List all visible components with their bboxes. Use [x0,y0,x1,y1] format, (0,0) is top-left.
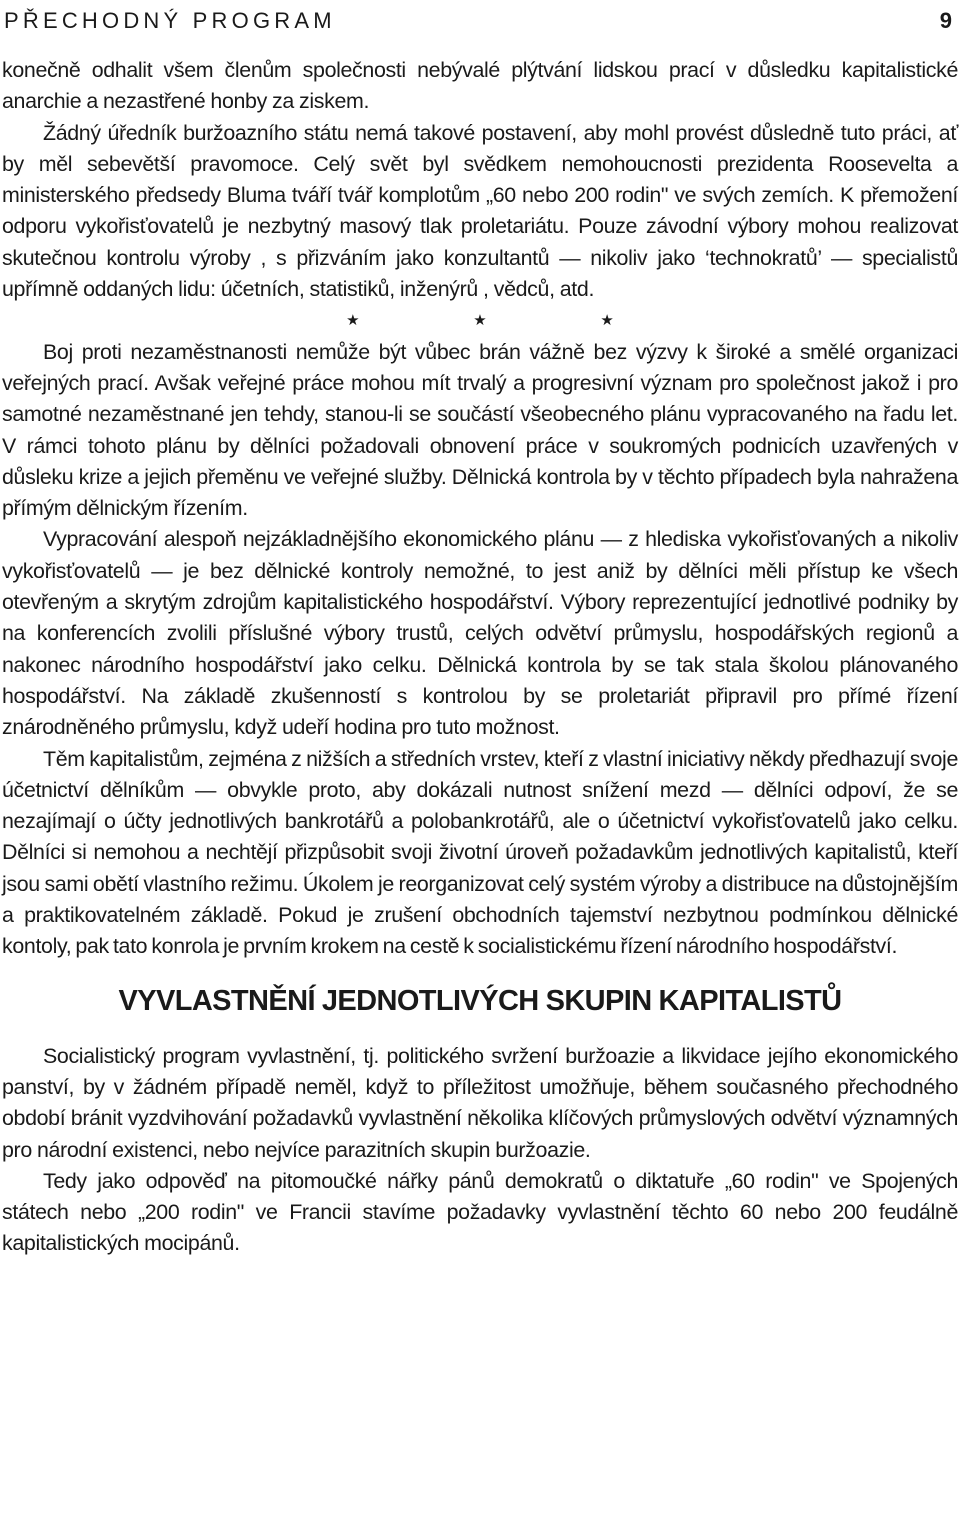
star-icon: ★ [600,312,614,330]
paragraph-1: konečně odhalit všem členům společnosti nebývalé plýtvání lidskou prací v důsledku kapitalistické anarchie a nezastřené honby za ziskem. [2,58,958,114]
paragraph-3: Boj proti nezaměstnanosti nemůže být vůbec brán vážně bez výzvy k široké a smělé organizaci veřejných prací. Avšak veřejné práce mohou mít trvalý a progresivní význam pro společnost jakož i pro samotné nezaměstnané jen tehdy, stanou-li se součástí všeobecného plánu vypracovaného na řadu let. V rámci tohoto plánu by dělníci požadovali obnovení práce v soukromých podnicích uzavřených v důsleku krize a jejich přeměnu ve veřejné služby. Dělnická kontrola by v těchto případech byla nahražena přímým dělnickým řízením. [2,339,958,521]
running-title: PŘECHODNÝ PROGRAM [4,8,336,33]
star-icon: ★ [346,312,360,330]
star-icon: ★ [473,312,487,330]
paragraph-6: Socialistický program vyvlastnění, tj. politického svržení buržoazie a likvidace jejího ekonomického panství, by v žádném případě neměl, když to příležitost umožňuje, během současného přechodného období bránit vyzdvihování požadavků vyvlastnění několika klíčových průmyslových odvětví významných pro národní existenci, nebo nejvíce parazitních skupin buržoazie. [2,1043,958,1162]
section-heading: VYVLASTNĚNÍ JEDNOTLIVÝCH SKUPIN KAPITALISTŮ [118,984,842,1017]
page-number: 9 [939,8,952,33]
paragraph-4: Vypracování alespoň nejzákladnějšího ekonomického plánu — z hlediska vykořisťovaných a nikoliv vykořisťovatelů — je bez dělnické kontroly nemožné, to jest aniž by dělníci měli přístup ke všech otevřeným a skrytým zdrojům kapitalistického hospodářství. Výbory reprezentující jednotlivé podniky by na konferencích zvolili příslušné výbory trustů, celých odvětví průmyslu, hospodářských regionů a nakonec národního hospodářství jako celku. Dělnická kontrola by se tak stala školou plánovaného hospodářství. Na základě zkušenností s kontrolou by se proletariát připravil pro přímé řízení znárodněného průmyslu, když udeří hodina pro tuto možnost. [2,527,958,740]
body-text [2,55,958,1260]
running-header [4,6,952,36]
paragraph-2: Žádný úředník buržoazního státu nemá takové postavení, aby mohl provést důsledně tuto práci, ať by měl sebevětší pravomoce. Celý svět byl svědkem nemohoucnosti prezidenta Roosevelta a ministerského předsedy Bluma tváří tvář komplotům „60 nebo 200 rodin" ve svých zemích. K přemožení odporu vykořisťovatelů je nezbytný masový tlak proletariátu. Pouze závodní výbory mohou realizovat skutečnou kontrolu výroby , s přizváním jako konzultantů — nikoliv jako ‘technokratů’ — specialistů upřímně oddaných lidu: účetních, statistiků, inženýrů , vědců, atd. [2,120,958,302]
paragraph-7: Tedy jako odpověď na pitomoučké nářky pánů demokratů o diktatuře „60 rodin" ve Spojených státech nebo „200 rodin" ve Francii stavíme požadavky vyvlastnění těchto 60 nebo 200 feudálně kapitalistických mocipánů. [2,1168,958,1256]
section-separator [2,305,958,336]
paragraph-5: Těm kapitalistům, zejména z nižších a středních vrstev, kteří z vlastní iniciativy někdy předhazují svoje účetnictví dělníkům — obvykle proto, aby dokázali nutnost snížení mezd — dělníci odpoví, že se nezajímají o účty jednotlivých bankrotářů a polobankrotářů, ale o účetnictví vykořisťovatelů jako celku. Dělníci si nemohou a nechtějí přizpůsobit svoji životní úroveň požadavkům jednotlivých kapitalistů, kteří jsou sami obětí vlastního režimu. Úkolem je reorganizovat celý systém výroby a distribuce na důstojnějším a praktikovatelném základě. Pokud je zrušení obchodních tajemství nezbytnou podmínkou dělnické kontoly, pak tato konrola je prvním krokem na cestě k socialistickému řízení národního hospodářství. [2,746,958,959]
